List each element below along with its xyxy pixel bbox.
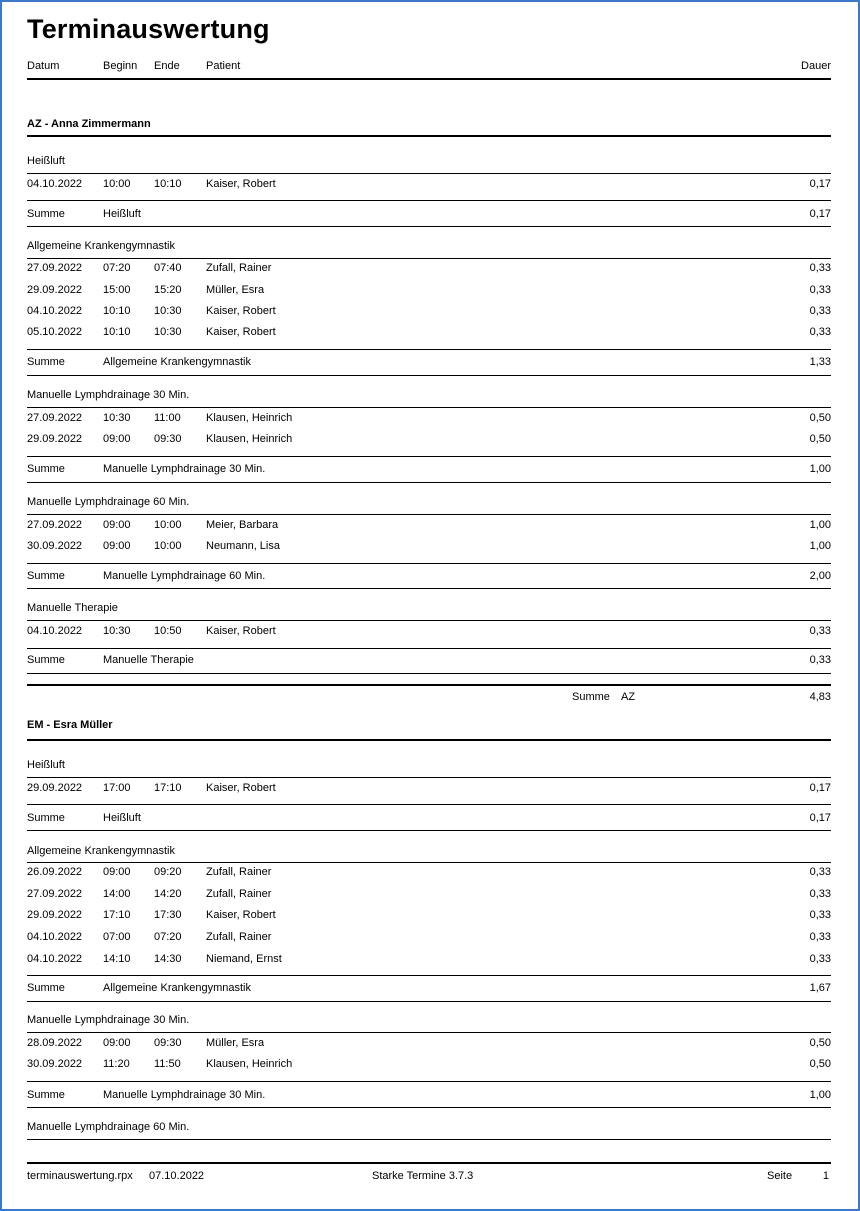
cell-duration: 0,33 [809,262,831,274]
sum-value: 1,33 [809,356,831,368]
column-header-date: Datum [27,60,60,72]
cell-duration: 1,00 [809,540,831,552]
table-row [27,519,831,535]
sum-rule [27,456,831,457]
cell-start: 09:00 [103,519,131,531]
cell-patient: Kaiser, Robert [206,305,276,317]
sum-row [27,1089,831,1105]
cell-end: 10:30 [154,326,182,338]
cell-end: 10:30 [154,305,182,317]
category-header: Allgemeine Krankengymnastik [27,240,175,252]
group-rule [27,739,831,741]
cell-duration: 0,50 [809,1037,831,1049]
category-end-rule [27,375,831,376]
sum-value: 0,17 [809,208,831,220]
table-row [27,1037,831,1053]
cell-end: 17:30 [154,909,182,921]
cell-date: 30.09.2022 [27,1058,83,1070]
category-header: Manuelle Lymphdrainage 60 Min. [27,496,190,508]
table-row [27,782,831,798]
footer-page-number: 1 [822,1170,829,1182]
sum-label: Summe [27,208,65,220]
cell-end: 09:30 [154,433,182,445]
cell-end: 14:20 [154,888,182,900]
cell-duration: 0,33 [809,931,831,943]
cell-patient: Klausen, Heinrich [206,433,293,445]
sum-row [27,982,831,998]
table-row [27,909,831,925]
sum-rule [27,563,831,564]
table-row [27,326,831,342]
sum-label: Summe [27,812,65,824]
sum-row [27,356,831,372]
sum-rule [27,975,831,976]
report-title: Terminauswertung [27,14,270,44]
cell-duration: 0,33 [809,953,831,965]
cell-date: 04.10.2022 [27,178,83,190]
cell-start: 10:00 [103,178,131,190]
cell-duration: 0,33 [809,284,831,296]
cell-end: 17:10 [154,782,182,794]
category-header: Heißluft [27,759,65,771]
cell-end: 15:20 [154,284,182,296]
cell-start: 09:00 [103,1037,131,1049]
cell-patient: Klausen, Heinrich [206,1058,293,1070]
group-rule [27,135,831,137]
cell-date: 27.09.2022 [27,519,83,531]
sum-label: Summe [27,982,65,994]
cell-patient: Meier, Barbara [206,519,279,531]
category-header: Manuelle Lymphdrainage 60 Min. [27,1121,190,1133]
sum-category: Manuelle Lymphdrainage 30 Min. [103,1089,266,1101]
category-header: Heißluft [27,155,65,167]
sum-value: 1,00 [809,463,831,475]
cell-start: 15:00 [103,284,131,296]
cell-patient: Zufall, Rainer [206,888,272,900]
cell-duration: 0,33 [809,625,831,637]
sum-row [27,570,831,586]
sum-value: 0,17 [809,812,831,824]
category-end-rule [27,588,831,589]
footer-page-label: Seite [767,1170,793,1182]
cell-duration: 0,33 [809,909,831,921]
sum-category: Manuelle Lymphdrainage 60 Min. [103,570,266,582]
cell-date: 04.10.2022 [27,625,83,637]
cell-start: 10:30 [103,412,131,424]
cell-date: 04.10.2022 [27,953,83,965]
cell-start: 14:10 [103,953,131,965]
category-end-rule [27,482,831,483]
cell-duration: 0,33 [809,305,831,317]
category-header: Allgemeine Krankengymnastik [27,845,175,857]
category-rule [27,862,831,863]
cell-patient: Kaiser, Robert [206,625,276,637]
cell-duration: 0,33 [809,888,831,900]
footer-filename: terminauswertung.rpx [27,1170,133,1182]
cell-start: 14:00 [103,888,131,900]
sum-category: Allgemeine Krankengymnastik [103,356,251,368]
table-row [27,1058,831,1074]
sum-row [27,463,831,479]
group-total-row [27,691,831,707]
cell-duration: 1,00 [809,519,831,531]
category-rule [27,258,831,259]
group-total-code: AZ [621,691,636,703]
cell-end: 14:30 [154,953,182,965]
cell-date: 04.10.2022 [27,931,83,943]
category-rule [27,620,831,621]
sum-label: Summe [27,463,65,475]
cell-start: 10:30 [103,625,131,637]
cell-date: 28.09.2022 [27,1037,83,1049]
category-header: Manuelle Lymphdrainage 30 Min. [27,389,190,401]
category-end-rule [27,1001,831,1002]
header-rule [27,78,831,80]
cell-patient: Kaiser, Robert [206,326,276,338]
category-end-rule [27,226,831,227]
cell-patient: Zufall, Rainer [206,866,272,878]
cell-patient: Kaiser, Robert [206,782,276,794]
group-header: EM - Esra Müller [27,719,113,731]
sum-category: Heißluft [103,208,141,220]
table-row [27,625,831,641]
table-row [27,953,831,969]
category-end-rule [27,830,831,831]
cell-patient: Niemand, Ernst [206,953,282,965]
cell-date: 04.10.2022 [27,305,83,317]
category-end-rule [27,1107,831,1108]
sum-rule [27,200,831,201]
sum-row [27,654,831,670]
column-header-start: Beginn [103,60,138,72]
sum-rule [27,1081,831,1082]
group-total-rule [27,684,831,686]
cell-date: 29.09.2022 [27,433,83,445]
sum-row [27,812,831,828]
sum-value: 2,00 [809,570,831,582]
group-header: AZ - Anna Zimmermann [27,118,151,130]
table-row [27,305,831,321]
group-total-value: 4,83 [809,691,831,703]
category-header: Manuelle Lymphdrainage 30 Min. [27,1014,190,1026]
cell-end: 07:40 [154,262,182,274]
table-row [27,178,831,194]
sum-label: Summe [27,1089,65,1101]
cell-date: 30.09.2022 [27,540,83,552]
sum-value: 1,67 [809,982,831,994]
category-end-rule [27,673,831,674]
category-rule [27,514,831,515]
cell-duration: 0,33 [809,866,831,878]
cell-patient: Kaiser, Robert [206,178,276,190]
sum-category: Manuelle Lymphdrainage 30 Min. [103,463,266,475]
cell-patient: Müller, Esra [206,284,265,296]
cell-end: 09:20 [154,866,182,878]
cell-start: 17:10 [103,909,131,921]
cell-duration: 0,17 [809,178,831,190]
cell-patient: Klausen, Heinrich [206,412,293,424]
sum-label: Summe [27,654,65,666]
cell-start: 10:10 [103,305,131,317]
cell-duration: 0,33 [809,326,831,338]
footer-app-version: Starke Termine 3.7.3 [372,1170,474,1182]
cell-date: 29.09.2022 [27,284,83,296]
cell-duration: 0,50 [809,1058,831,1070]
cell-start: 07:00 [103,931,131,943]
cell-date: 05.10.2022 [27,326,83,338]
sum-category: Heißluft [103,812,141,824]
cell-start: 10:10 [103,326,131,338]
sum-category: Manuelle Therapie [103,654,194,666]
cell-date: 27.09.2022 [27,888,83,900]
category-rule [27,777,831,778]
table-row [27,540,831,556]
cell-duration: 0,50 [809,412,831,424]
cell-start: 09:00 [103,866,131,878]
column-header-patient: Patient [206,60,241,72]
cell-end: 10:50 [154,625,182,637]
column-header-duration: Dauer [801,60,831,72]
sum-category: Allgemeine Krankengymnastik [103,982,251,994]
cell-end: 10:10 [154,178,182,190]
table-row [27,412,831,428]
cell-end: 07:20 [154,931,182,943]
table-row [27,866,831,882]
cell-patient: Zufall, Rainer [206,262,272,274]
category-rule [27,1139,831,1140]
table-row [27,888,831,904]
table-row [27,931,831,947]
cell-start: 17:00 [103,782,131,794]
cell-end: 11:00 [154,412,181,424]
table-row [27,433,831,449]
category-header: Manuelle Therapie [27,602,118,614]
cell-patient: Müller, Esra [206,1037,265,1049]
sum-rule [27,349,831,350]
sum-rule [27,804,831,805]
cell-start: 07:20 [103,262,131,274]
sum-value: 0,33 [809,654,831,666]
cell-date: 27.09.2022 [27,412,83,424]
sum-value: 1,00 [809,1089,831,1101]
cell-duration: 0,50 [809,433,831,445]
footer-rule [27,1162,831,1164]
cell-end: 10:00 [154,540,182,552]
cell-date: 27.09.2022 [27,262,83,274]
category-rule [27,407,831,408]
sum-label: Summe [27,570,65,582]
column-header-end: Ende [154,60,180,72]
cell-duration: 0,17 [809,782,831,794]
cell-start: 09:00 [103,433,131,445]
cell-patient: Kaiser, Robert [206,909,276,921]
cell-date: 29.09.2022 [27,782,83,794]
category-rule [27,1032,831,1033]
cell-date: 29.09.2022 [27,909,83,921]
cell-end: 10:00 [154,519,182,531]
group-total-label: Summe [572,691,610,703]
table-row [27,262,831,278]
cell-date: 26.09.2022 [27,866,83,878]
cell-patient: Neumann, Lisa [206,540,280,552]
cell-patient: Zufall, Rainer [206,931,272,943]
cell-start: 11:20 [103,1058,130,1070]
sum-row [27,208,831,224]
sum-label: Summe [27,356,65,368]
table-row [27,284,831,300]
category-rule [27,173,831,174]
cell-end: 09:30 [154,1037,182,1049]
cell-start: 09:00 [103,540,131,552]
sum-rule [27,648,831,649]
cell-end: 11:50 [154,1058,181,1070]
footer-date: 07.10.2022 [149,1170,205,1182]
